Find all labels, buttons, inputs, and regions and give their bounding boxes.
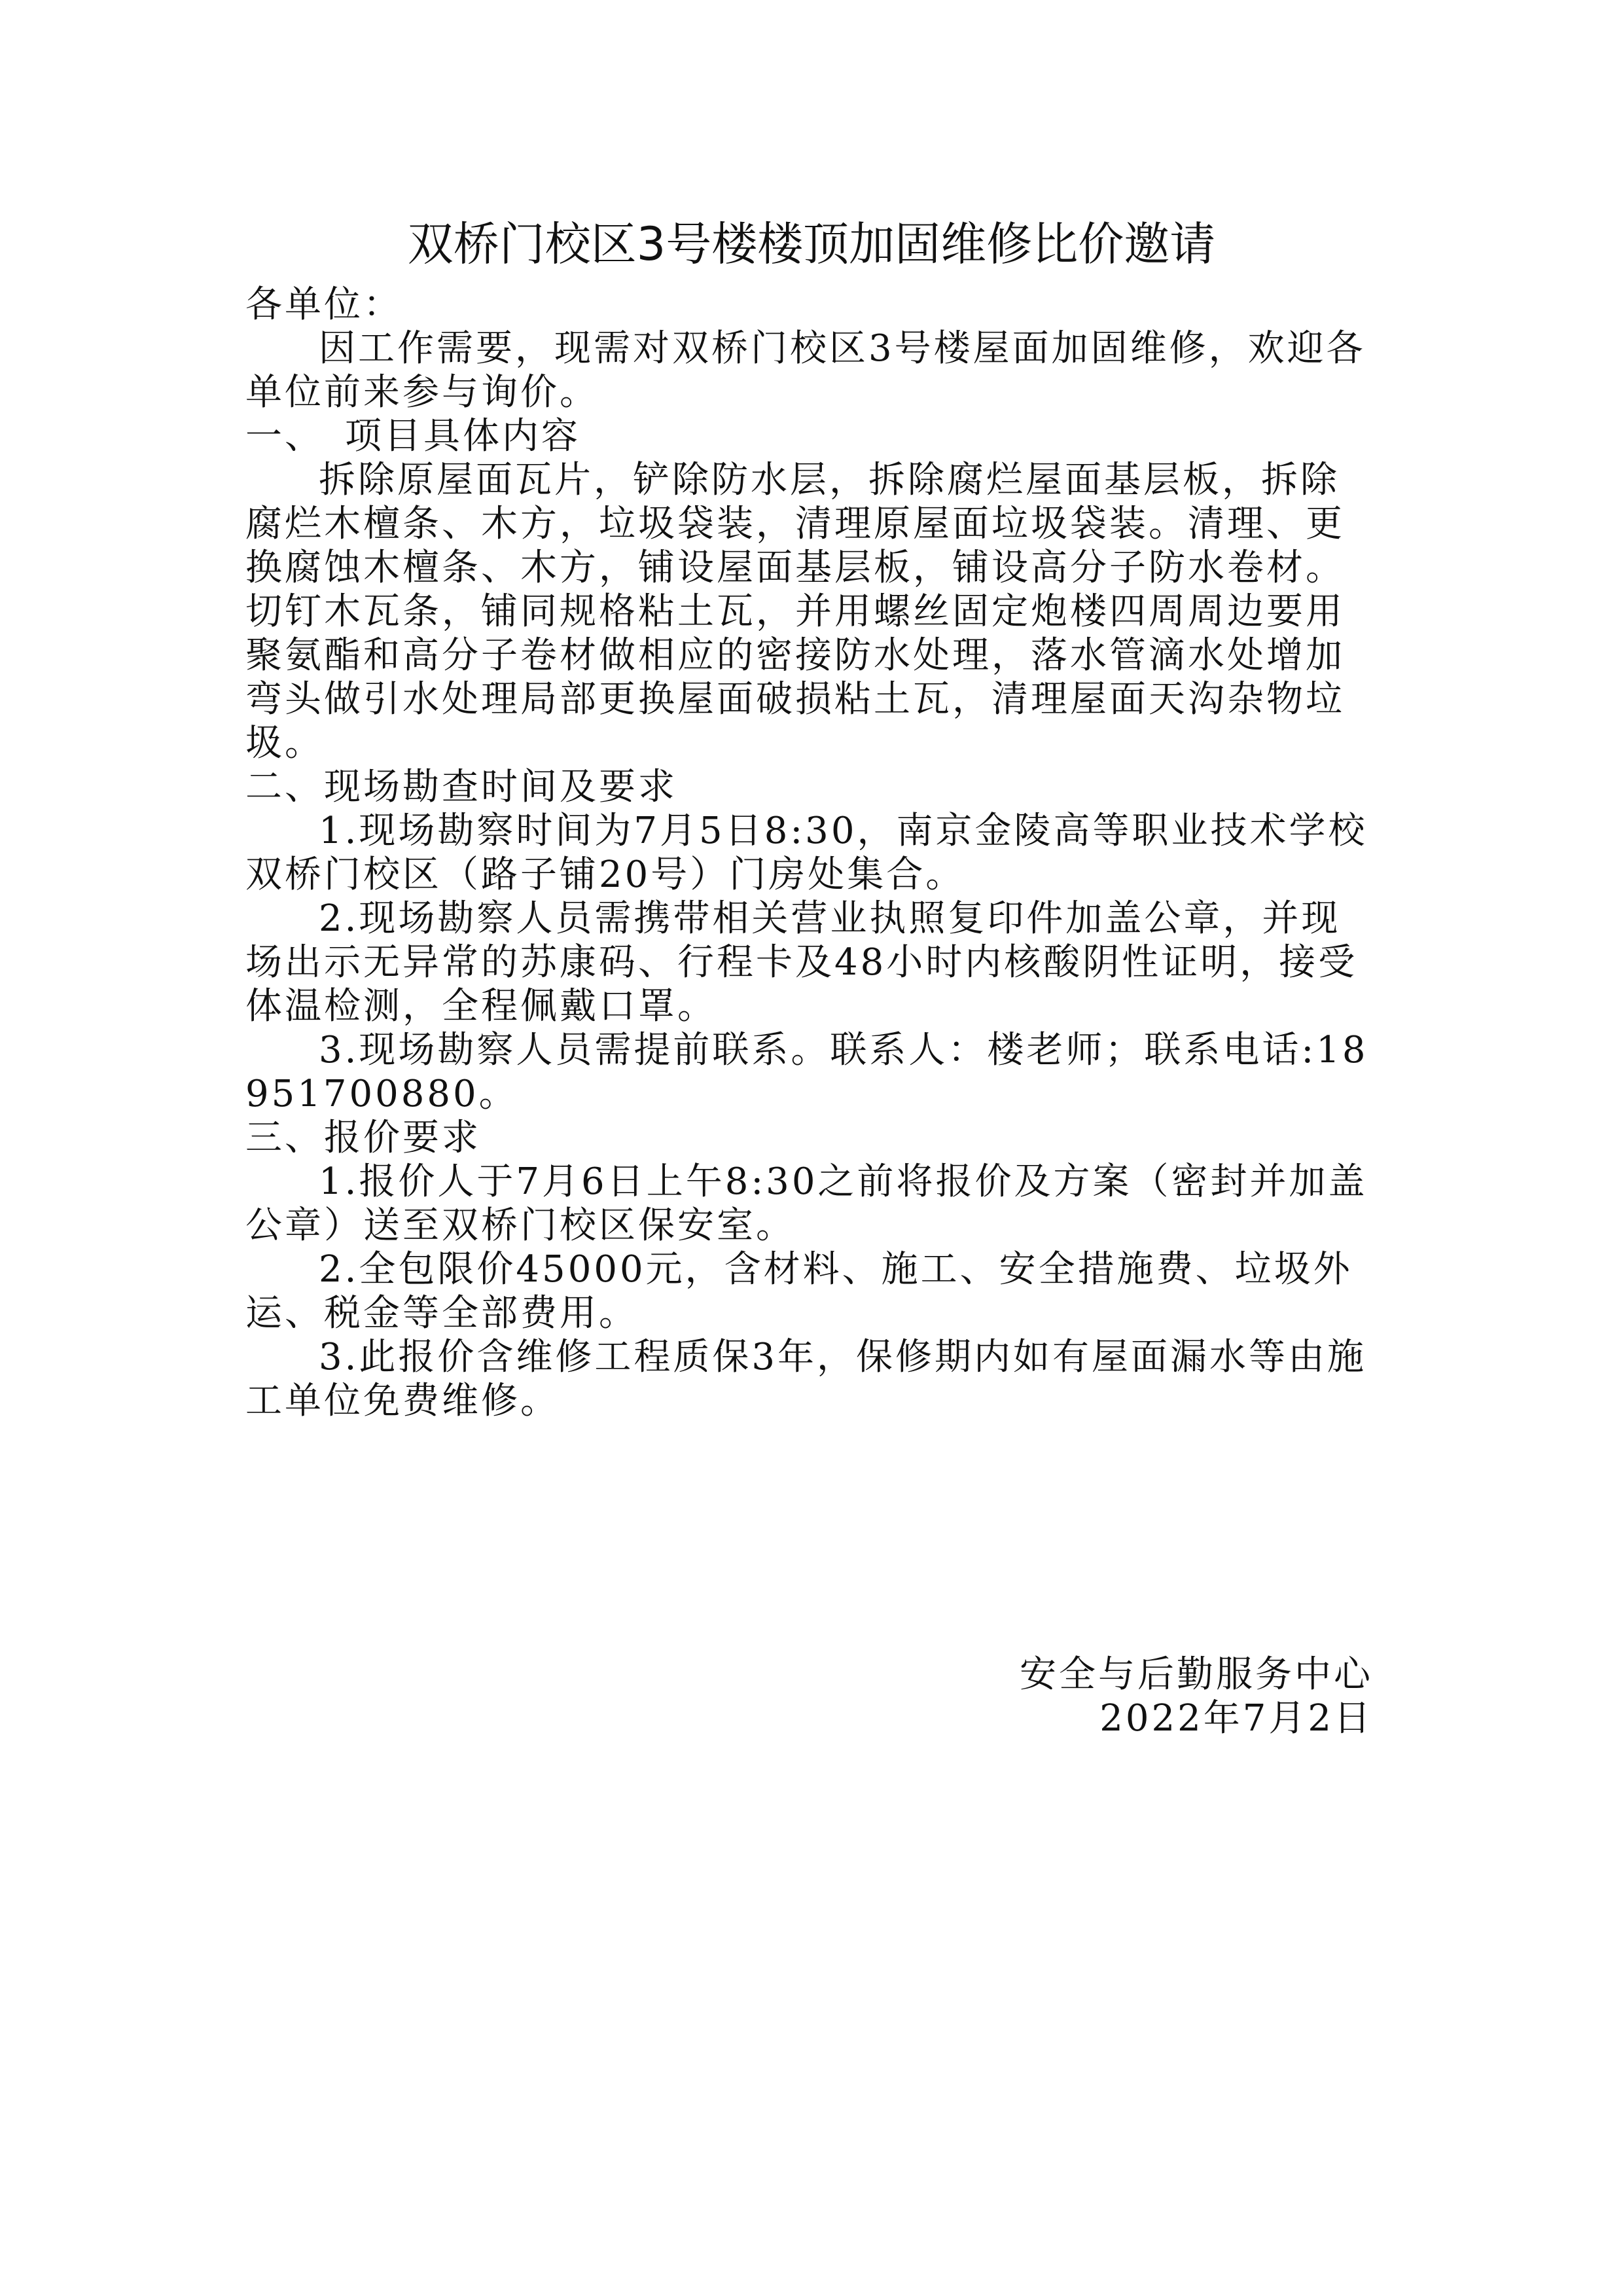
section-3-heading: 三、报价要求: [245, 1117, 481, 1159]
section-2-item-3: 3.现场勘察人员需提前联系。联系人：楼老师；联系电话:18951700880。: [245, 1029, 1368, 1115]
intro-paragraph: 因工作需要，现需对双桥门校区3号楼屋面加固维修，欢迎各单位前来参与询价。: [245, 327, 1366, 414]
section-3-item-2: 2.全包限价45000元，含材料、施工、安全措施费、垃圾外运、税金等全部费用。: [245, 1248, 1353, 1335]
document-title: 双桥门校区3号楼楼顶加固维修比价邀请: [407, 217, 1216, 271]
section-1-content: 拆除原屋面瓦片，铲除防水层，拆除腐烂屋面基层板，拆除腐烂木檀条、木方，垃圾袋装，清理原屋面垃圾袋装。清理、更换腐蚀木檀条、木方，铺设屋面基层板，铺设高分子防水卷材。切钉木瓦条，铺同规格粘土瓦，并用螺丝固定炮楼四周周边要用聚氨酯和高分子卷材做相应的密接防水处理，落水管滴水处增加弯头做引水处理局部更换屋面破损粘土瓦，清理屋面天沟杂物垃圾。: [245, 459, 1345, 764]
section-1-heading: 一、 项目具体内容: [245, 415, 580, 457]
signature-block: [849, 1653, 1373, 1740]
document-body: [245, 283, 1371, 1423]
signature-org: 安全与后勤服务中心: [1020, 1653, 1373, 1696]
section-2-item-1: 1.现场勘察时间为7月5日8:30，南京金陵高等职业技术学校双桥门校区（路子铺20号）门房处集合。: [245, 810, 1368, 896]
section-2-item-2: 2.现场勘察人员需携带相关营业执照复印件加盖公章，并现场出示无异常的苏康码、行程卡及48小时内核酸阴性证明，接受体温检测，全程佩戴口罩。: [245, 897, 1358, 1028]
section-2-heading: 二、现场勘查时间及要求: [245, 766, 677, 808]
section-3-item-1: 1.报价人于7月6日上午8:30之前将报价及方案（密封并加盖公章）送至双桥门校区保安室。: [245, 1160, 1368, 1247]
section-3-item-3: 3.此报价含维修工程质保3年，保修期内如有屋面漏水等由施工单位免费维修。: [245, 1336, 1367, 1422]
signature-date: 2022年7月2日: [1099, 1697, 1373, 1740]
salutation: 各单位：: [245, 283, 402, 326]
